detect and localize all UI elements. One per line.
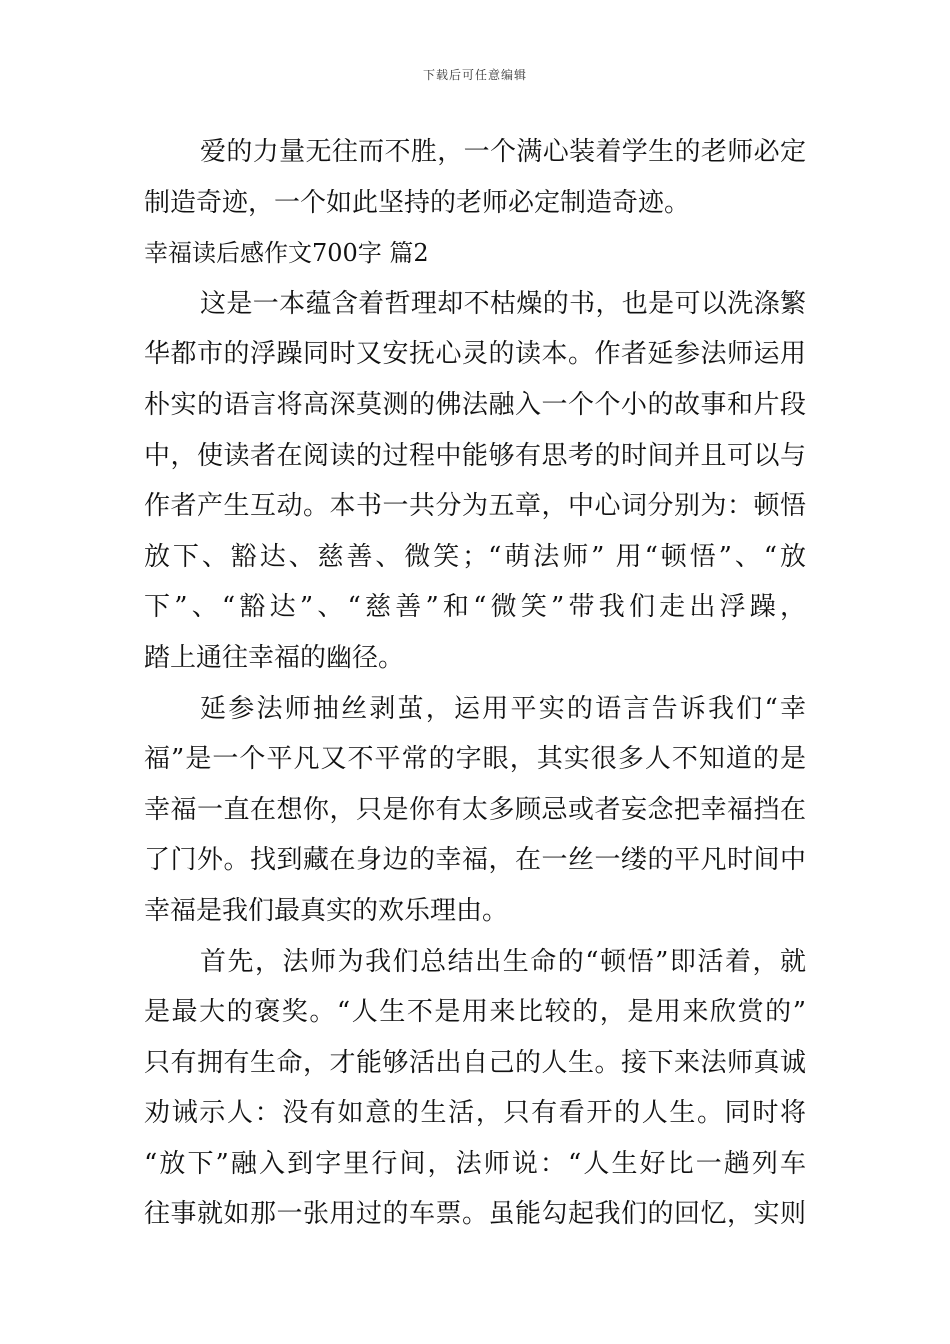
- paragraph-line: 了门外。找到藏在身边的幸福，在一丝一缕的平凡时间中: [144, 845, 806, 876]
- paragraph-line: 福”是一个平凡又不平常的字眼，其实很多人不知道的是: [144, 744, 806, 775]
- page-header: 下载后可任意编辑: [422, 68, 527, 82]
- paragraph-line: 中，使读者在阅读的过程中能够有思考的时间并且可以与: [144, 440, 806, 471]
- paragraph-line: 这是一本蕴含着哲理却不枯燥的书，也是可以洗涤繁: [200, 288, 806, 319]
- paragraph-line: 下”、“豁达”、“慈善”和“微笑”带我们走出浮躁，: [144, 592, 806, 623]
- paragraph-line: 爱的力量无往而不胜，一个满心装着学生的老师必定: [200, 137, 806, 167]
- document-body: [144, 127, 806, 1240]
- paragraph-line: 首先，法师为我们总结出生命的“顿悟”即活着，就: [200, 946, 806, 977]
- paragraph-line: 作者产生互动。本书一共分为五章，中心词分别为：顿悟: [144, 491, 806, 522]
- section-heading: 幸福读后感作文700字 篇2: [144, 239, 429, 268]
- paragraph-line: 朴实的语言将高深莫测的佛法融入一个个小的故事和片段: [144, 389, 806, 420]
- paragraph-line: 踏上通往幸福的幽径。: [144, 642, 405, 673]
- paragraph-line: 劝诫示人：没有如意的生活，只有看开的人生。同时将: [144, 1098, 806, 1129]
- paragraph-line: “放下”融入到字里行间，法师说：“人生好比一趟列车: [144, 1148, 806, 1179]
- paragraph-line: 往事就如那一张用过的车票。虽能勾起我们的回忆，实则: [144, 1199, 806, 1230]
- paragraph-line: 华都市的浮躁同时又安抚心灵的读本。作者延参法师运用: [144, 339, 806, 370]
- paragraph-line: 制造奇迹，一个如此坚持的老师必定制造奇迹。: [144, 187, 691, 218]
- paragraph-line: 幸福是我们最真实的欢乐理由。: [144, 895, 509, 926]
- paragraph-line: 放下、豁达、慈善、微笑；“萌法师” 用“顿悟”、“放: [144, 541, 806, 572]
- paragraph-line: 延参法师抽丝剥茧，运用平实的语言告诉我们“幸: [200, 693, 806, 724]
- paragraph-line: 只有拥有生命，才能够活出自己的人生。接下来法师真诚: [144, 1047, 806, 1078]
- paragraph-line: 幸福一直在想你，只是你有太多顾忌或者妄念把幸福挡在: [144, 794, 806, 825]
- paragraph-line: 是最大的褒奖。“人生不是用来比较的，是用来欣赏的”: [144, 997, 806, 1028]
